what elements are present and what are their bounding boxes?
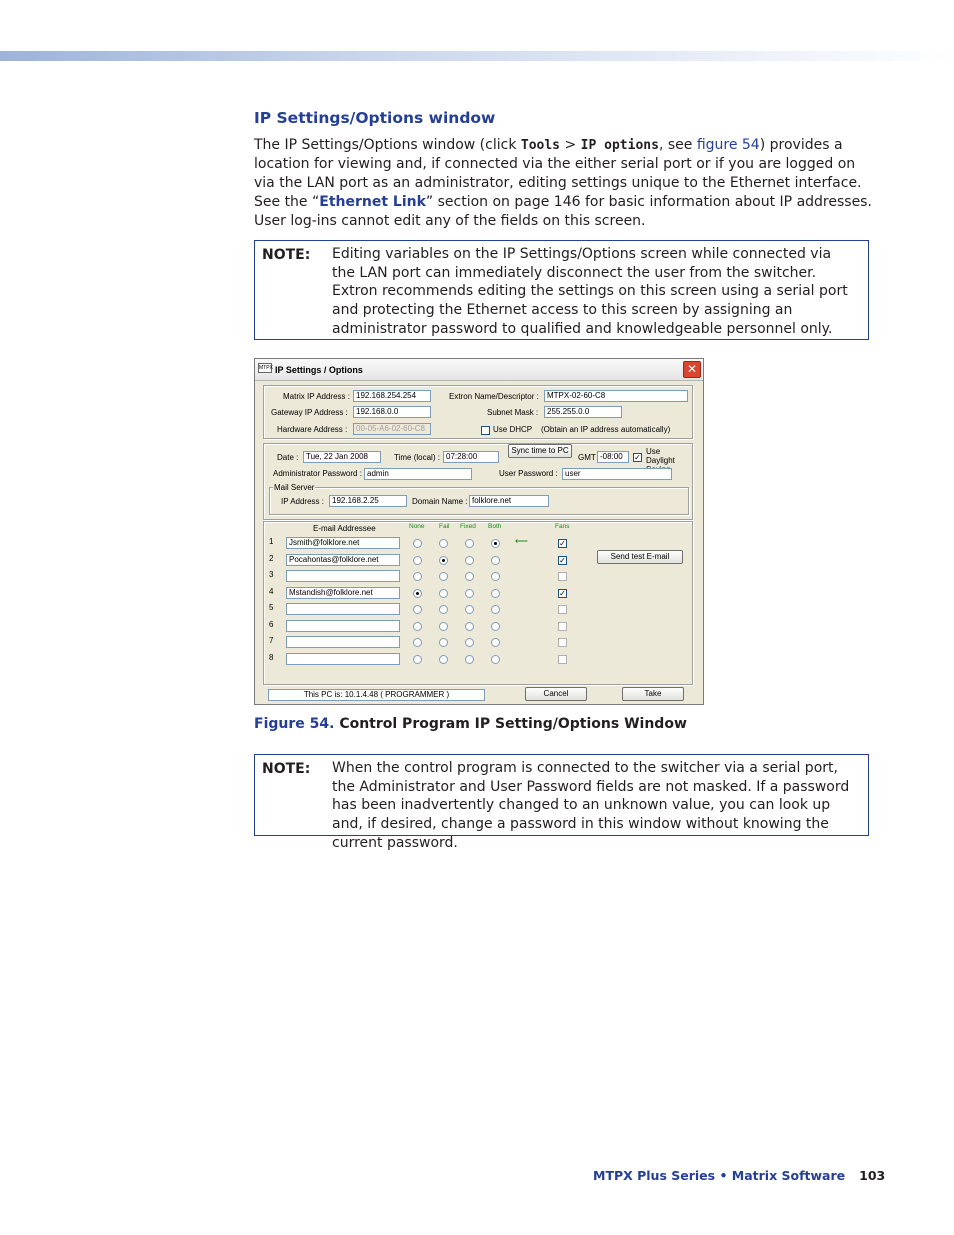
fans-column-header: Fans — [555, 523, 570, 530]
email-fail-radio[interactable] — [439, 589, 448, 598]
date-field[interactable]: Tue, 22 Jan 2008 — [303, 451, 381, 463]
email-address-field[interactable] — [286, 636, 400, 648]
cancel-button[interactable]: Cancel — [525, 687, 587, 701]
email-fail-radio[interactable] — [439, 655, 448, 664]
arrow-icon: ⟵ — [515, 536, 528, 546]
mail-ip-field[interactable]: 192.168.2.25 — [329, 495, 407, 507]
email-fans-checkbox[interactable] — [558, 622, 567, 631]
matrix-ip-label: Matrix IP Address : — [283, 392, 350, 401]
email-address-field[interactable]: Mstandish@folklore.net — [286, 587, 400, 599]
email-fixed-radio[interactable] — [465, 539, 474, 548]
email-none-radio[interactable] — [413, 605, 422, 614]
section-heading: IP Settings/Options window — [254, 109, 496, 127]
email-both-radio[interactable] — [491, 589, 500, 598]
email-none-radio[interactable] — [413, 539, 422, 548]
email-none-radio[interactable] — [413, 638, 422, 647]
email-fans-checkbox[interactable]: ✓ — [559, 539, 566, 548]
email-row-number: 5 — [269, 603, 274, 612]
app-icon: MTPX — [259, 365, 273, 371]
email-address-field[interactable]: Jsmith@folklore.net — [286, 537, 400, 549]
subnet-label: Subnet Mask : — [487, 408, 539, 417]
admin-password-label: Administrator Password : — [273, 469, 362, 478]
note-label: NOTE: — [262, 761, 311, 777]
ip-settings-dialog — [254, 358, 704, 705]
email-both-radio[interactable] — [491, 622, 500, 631]
email-fail-radio[interactable] — [439, 556, 448, 565]
email-both-radio[interactable] — [491, 655, 500, 664]
user-password-label: User Password : — [499, 469, 558, 478]
page-footer — [593, 1168, 885, 1183]
email-address-field[interactable]: Pocahontas@folklore.net — [286, 554, 400, 566]
ip-options-command: IP options — [580, 138, 659, 153]
fixed-column-header: Fixed — [460, 523, 476, 530]
note-box-1 — [254, 240, 869, 340]
none-column-header: None — [409, 523, 425, 530]
extron-name-field[interactable]: MTPX-02-60-C8 — [544, 390, 688, 402]
email-row-number: 8 — [269, 652, 274, 662]
email-both-radio[interactable] — [491, 572, 500, 581]
send-test-email-button[interactable]: Send test E-mail — [597, 550, 683, 564]
email-fixed-radio[interactable] — [465, 556, 474, 565]
note-text: When the control program is connected to the switcher via a serial port, the Administrator and User Password fields are not masked. If a password has been inadvertently changed to an unknown value, you can look up and, if desired, change a password in this window without knowing the current password. — [332, 760, 850, 851]
dialog-title: IP Settings / Options — [275, 365, 363, 375]
admin-password-field[interactable]: admin — [364, 468, 472, 480]
email-both-radio[interactable] — [491, 605, 500, 614]
email-row-number: 1 — [269, 537, 274, 546]
email-fail-radio[interactable] — [439, 622, 448, 631]
email-fail-radio[interactable] — [439, 605, 448, 614]
email-fixed-radio[interactable] — [465, 589, 474, 598]
email-fixed-radio[interactable] — [465, 638, 474, 647]
email-address-field[interactable] — [286, 620, 400, 632]
time-field[interactable]: 07:28:00 — [443, 451, 499, 463]
dialog-titlebar — [255, 359, 703, 381]
email-fixed-radio[interactable] — [465, 605, 474, 614]
note-label: NOTE: — [262, 247, 311, 263]
daylight-saving-checkbox[interactable]: ✓ — [634, 453, 641, 462]
mail-ip-label: IP Address : — [281, 497, 324, 506]
domain-name-field[interactable]: folklore.net — [469, 495, 549, 507]
email-fail-radio[interactable] — [439, 539, 448, 548]
email-fans-checkbox[interactable]: ✓ — [559, 555, 566, 565]
gateway-field[interactable]: 192.168.0.0 — [353, 406, 431, 418]
dhcp-note: (Obtain an IP address automatically) — [541, 425, 671, 434]
email-none-radio[interactable] — [413, 556, 422, 565]
gmt-field[interactable]: -08:00 — [597, 451, 629, 463]
email-fixed-radio[interactable] — [465, 622, 474, 631]
email-none-radio[interactable] — [413, 572, 422, 581]
intro-text: > — [560, 137, 581, 153]
domain-name-label: Domain Name : — [412, 497, 468, 506]
email-row-number: 2 — [269, 553, 274, 563]
email-address-field[interactable] — [286, 603, 400, 615]
take-button[interactable]: Take — [622, 687, 684, 701]
email-fans-checkbox[interactable]: ✓ — [559, 588, 566, 598]
intro-text: , see — [658, 137, 697, 153]
email-fans-checkbox[interactable] — [558, 638, 567, 647]
subnet-field[interactable]: 255.255.0.0 — [544, 406, 622, 418]
footer-series: MTPX Plus Series • Matrix Software — [593, 1168, 846, 1183]
both-column-header: Both — [488, 523, 502, 530]
hardware-address-label: Hardware Address : — [277, 425, 348, 434]
hardware-address-field: 00-05-A6-02-60-C8 — [353, 423, 431, 435]
email-addressee-header: E-mail Addressee — [313, 524, 376, 533]
email-fixed-radio[interactable] — [465, 655, 474, 664]
use-dhcp-checkbox[interactable] — [481, 426, 490, 435]
email-fail-radio[interactable] — [439, 572, 448, 581]
date-label: Date : — [277, 453, 299, 462]
tools-command: Tools — [520, 138, 561, 153]
mail-server-label: Mail Server — [274, 483, 315, 492]
time-label: Time (local) : — [394, 453, 440, 462]
daylight-saving-label: Use Daylight — [646, 447, 675, 465]
note-box-2 — [254, 754, 869, 851]
email-row-number: 3 — [269, 570, 274, 579]
email-fail-radio[interactable] — [439, 638, 448, 647]
email-fixed-radio[interactable] — [465, 572, 474, 581]
figure-54-link[interactable]: figure 54 — [696, 137, 760, 153]
email-fans-checkbox[interactable] — [558, 605, 567, 614]
note-text: Editing variables on the IP Settings/Options screen while connected via the LAN port can immediately disconnect the user from the switcher. Extron recommends editing the settings on this screen using a serial port and protecting the Ethernet access to this screen by assigning an administrator password to qualified and knowledgeable personnel only. — [332, 246, 848, 337]
user-password-field[interactable]: user — [562, 468, 672, 480]
close-icon[interactable]: ✕ — [683, 361, 701, 378]
figure-title: Control Program IP Setting/Options Window — [339, 716, 687, 732]
email-fans-checkbox[interactable] — [558, 655, 567, 664]
gmt-label: GMT — [578, 453, 596, 462]
email-row-number: 6 — [269, 619, 274, 629]
sync-time-button[interactable]: Sync time to PC — [508, 444, 572, 458]
extron-name-label: Extron Name/Descriptor : — [449, 392, 539, 401]
email-both-radio[interactable] — [491, 556, 500, 565]
use-dhcp-label: Use DHCP — [493, 425, 533, 434]
page-number: 103 — [859, 1168, 886, 1183]
email-row-number: 4 — [269, 586, 274, 596]
email-none-radio[interactable] — [413, 655, 422, 664]
email-none-radio[interactable] — [413, 589, 422, 598]
intro-text: ) provides a location for viewing and, if connected via the either serial port or if you are logged on via the LAN port as an administrator, editing settings unique to the Ethernet interface. See the “ — [254, 137, 862, 210]
figure-caption — [254, 716, 687, 732]
email-fans-checkbox[interactable] — [558, 572, 567, 581]
intro-text: The IP Settings/Options window (click — [254, 137, 521, 153]
email-address-field[interactable] — [286, 653, 400, 665]
figure-number: Figure 54. — [254, 716, 335, 732]
email-both-radio[interactable] — [491, 638, 500, 647]
email-none-radio[interactable] — [413, 622, 422, 631]
gateway-label: Gateway IP Address : — [271, 408, 348, 417]
ethernet-link-link[interactable]: Ethernet Link — [319, 194, 426, 210]
email-row-number: 7 — [269, 636, 274, 645]
email-both-radio[interactable] — [491, 539, 500, 548]
intro-text: ” section on page 146 for basic information about IP addresses. User log-ins cannot edit any of the fields on this screen. — [254, 194, 872, 229]
email-address-field[interactable] — [286, 570, 400, 582]
intro-paragraph — [254, 136, 872, 231]
fail-column-header: Fail — [439, 523, 450, 530]
status-field: This PC is: 10.1.4.48 ( PROGRAMMER ) — [268, 689, 485, 701]
header-gradient-bar — [0, 51, 954, 61]
matrix-ip-field[interactable]: 192.168.254.254 — [353, 390, 431, 402]
